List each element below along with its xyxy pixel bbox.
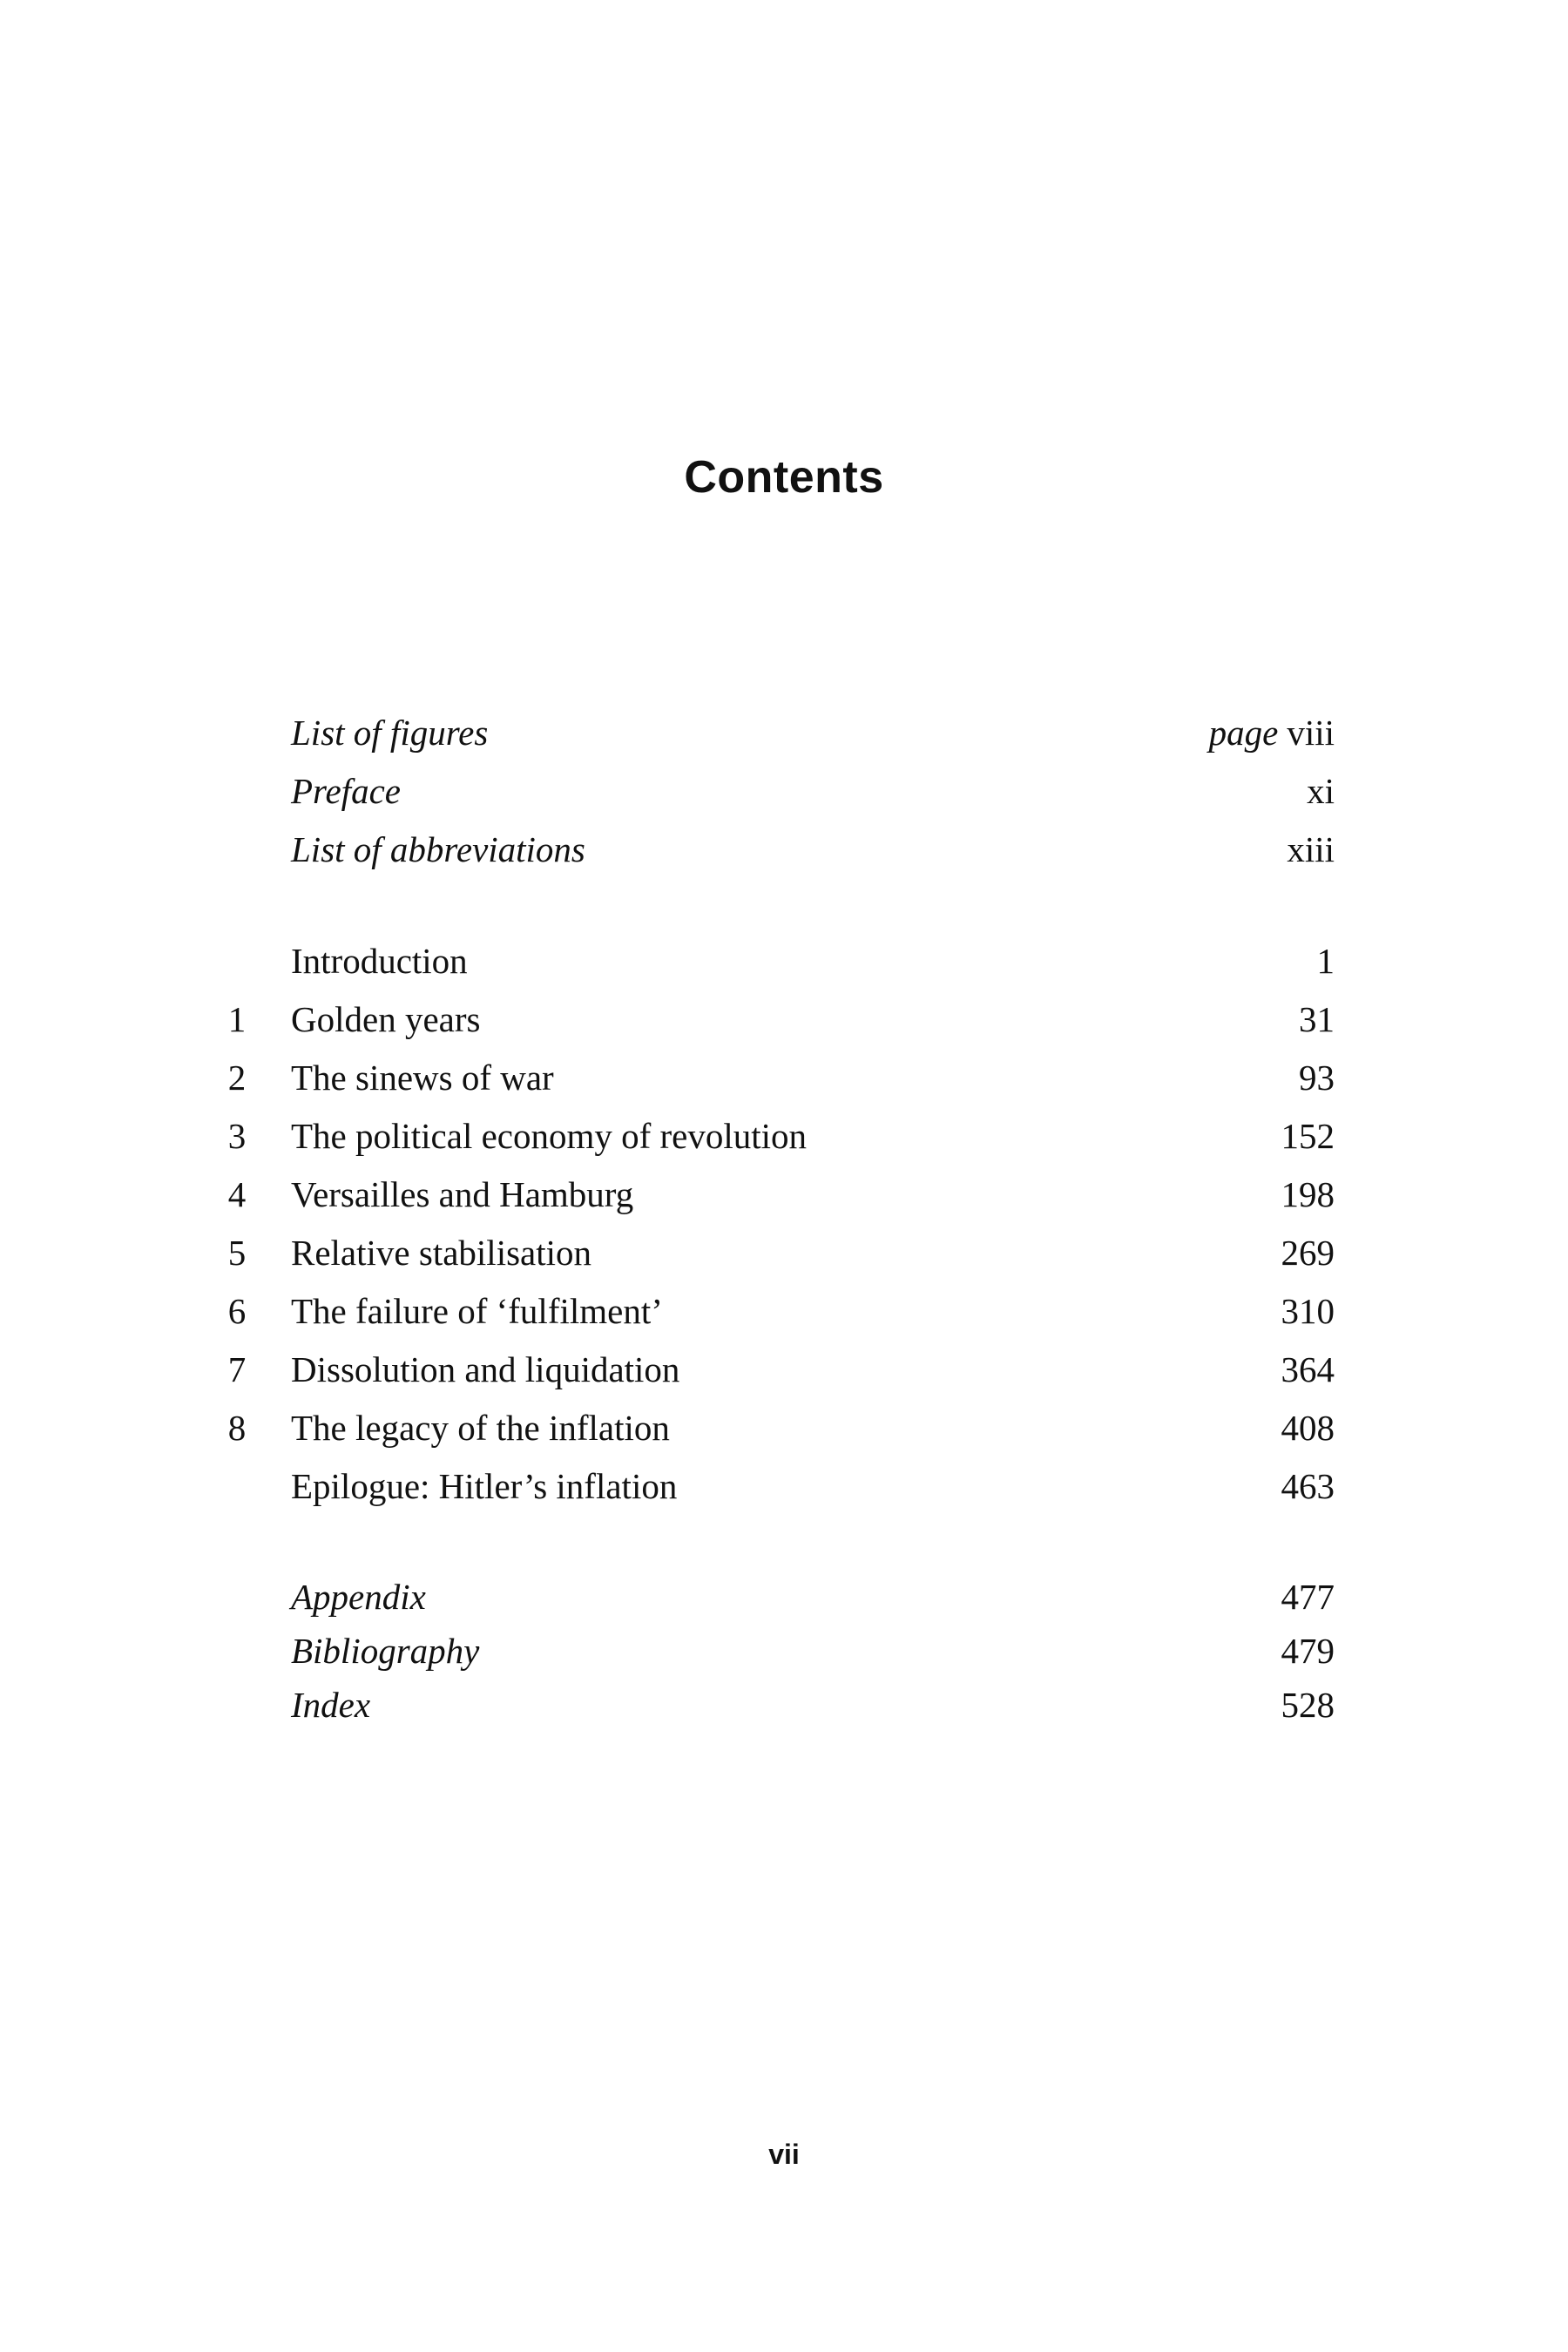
toc-entry-chapter-5	[220, 1224, 1335, 1282]
chapter-number: 6	[227, 1291, 247, 1331]
toc-entry-appendix	[220, 1570, 1335, 1624]
toc-entry-label: Dissolution and liquidation	[291, 1349, 680, 1389]
chapter-number: 8	[227, 1408, 247, 1448]
toc-front-matter	[220, 704, 1335, 879]
toc-entry-label: Index	[291, 1685, 371, 1725]
toc-entry-chapter-1	[220, 990, 1335, 1049]
toc-entry-list-of-figures	[220, 704, 1335, 762]
toc-entry-label: Appendix	[291, 1577, 426, 1617]
toc-entry-page: 479	[1281, 1631, 1335, 1671]
toc-entry-page: 152	[1281, 1116, 1335, 1156]
toc-entry-chapter-8	[220, 1399, 1335, 1457]
toc-back-matter	[220, 1570, 1335, 1732]
toc-entry-introduction	[220, 932, 1335, 990]
chapter-number: 7	[227, 1349, 247, 1389]
toc-entry-page: 477	[1281, 1577, 1335, 1617]
toc-entry-label: Introduction	[291, 941, 468, 981]
toc-entry-page: 463	[1281, 1466, 1335, 1506]
toc-entry-page: 269	[1281, 1233, 1335, 1273]
toc-entry-label: Epilogue: Hitler’s inflation	[291, 1466, 678, 1506]
chapter-number: 2	[227, 1058, 247, 1098]
toc-entry-chapter-7	[220, 1341, 1335, 1399]
page-folio: vii	[768, 2139, 800, 2170]
page-prefix: page	[1208, 713, 1279, 753]
toc-chapters	[220, 932, 1335, 1516]
toc-entry-page: 310	[1281, 1291, 1335, 1331]
toc-entry-page: 31	[1299, 999, 1335, 1039]
toc-entry-label: Bibliography	[291, 1631, 480, 1671]
chapter-number: 4	[227, 1174, 247, 1214]
toc-entry-chapter-3	[220, 1107, 1335, 1166]
toc-entry-label: Golden years	[291, 999, 481, 1039]
toc-entry-label: List of abbreviations	[291, 829, 585, 869]
toc-entry-label: The failure of ‘fulfilment’	[291, 1291, 663, 1331]
chapter-number: 5	[227, 1233, 247, 1273]
toc-entry-label: The political economy of revolution	[291, 1116, 808, 1156]
toc-entry-page: 1	[1316, 941, 1335, 981]
chapter-number: 3	[227, 1116, 247, 1156]
chapter-number: 1	[227, 999, 247, 1039]
page-title: Contents	[684, 452, 884, 503]
toc-entry-label: The sinews of war	[291, 1058, 554, 1098]
toc-entry-list-of-abbreviations	[220, 821, 1335, 879]
toc-entry-epilogue	[220, 1457, 1335, 1516]
toc-entry-chapter-2	[220, 1049, 1335, 1107]
toc-entry-label: The legacy of the inflation	[291, 1408, 670, 1448]
toc-entry-page: xi	[1307, 771, 1335, 811]
toc-entry-label: List of figures	[291, 713, 489, 753]
toc-entry-index	[220, 1678, 1335, 1732]
toc-entry-label: Relative stabilisation	[291, 1233, 592, 1273]
toc-entry-bibliography	[220, 1624, 1335, 1678]
toc-entry-label: Preface	[291, 771, 401, 811]
toc-entry-chapter-6	[220, 1282, 1335, 1341]
toc-entry-page: xiii	[1287, 829, 1335, 869]
toc-entry-page: 364	[1281, 1349, 1335, 1389]
toc-entry-page: 198	[1281, 1174, 1335, 1214]
toc-entry-page: 528	[1281, 1685, 1335, 1725]
toc-entry-page: 93	[1299, 1058, 1335, 1098]
toc-entry-page	[1209, 704, 1335, 762]
toc-entry-preface	[220, 762, 1335, 821]
toc-entry-label: Versailles and Hamburg	[291, 1174, 634, 1214]
toc-entry-page: 408	[1281, 1408, 1335, 1448]
page-number: viii	[1287, 713, 1335, 753]
toc-entry-chapter-4	[220, 1166, 1335, 1224]
